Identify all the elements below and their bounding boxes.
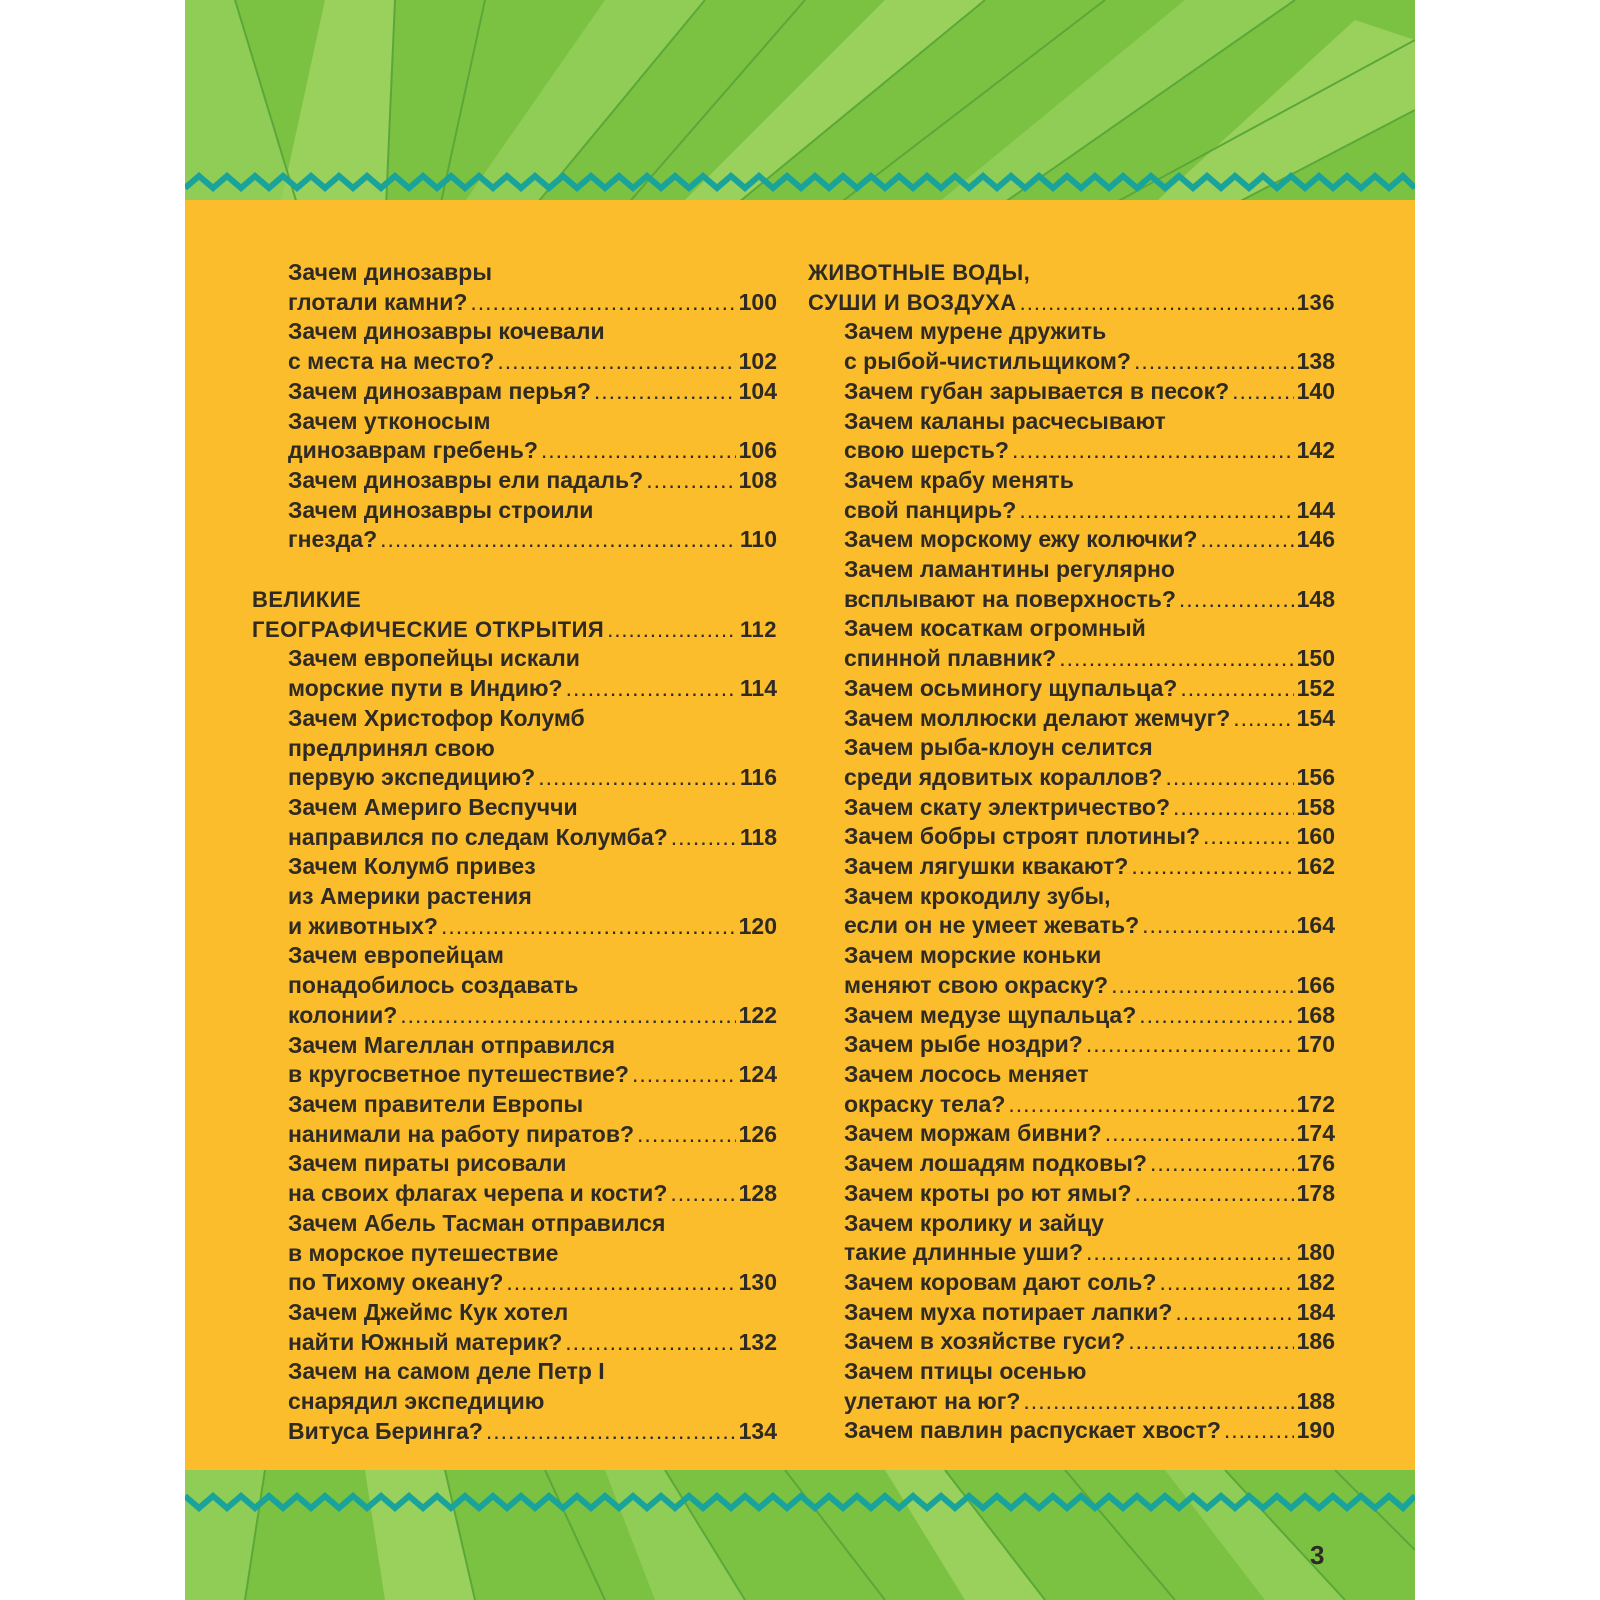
toc-entry-text: Зачем морскому ежу колючки?	[844, 526, 1198, 553]
toc-entry	[808, 1209, 1335, 1268]
dot-leader	[632, 1060, 736, 1090]
toc-entry-text: Зачем рыбе ноздри?	[844, 1031, 1083, 1058]
toc-entry-text: Зачем скату электричество?	[844, 793, 1171, 820]
dot-leader	[1134, 347, 1294, 377]
toc-page-number: 148	[1296, 585, 1335, 612]
toc-entry	[252, 258, 777, 317]
toc-entry-text: по Тихому океану?	[288, 1269, 504, 1296]
toc-entry-text: Зачем осьминогу щупальца?	[844, 674, 1178, 701]
toc-entry	[252, 1357, 777, 1446]
toc-entry-text: Зачем динозавры строили	[288, 496, 594, 523]
bottom-zigzag-border	[185, 1488, 1415, 1548]
toc-entry-text: Зачем Абель Тасман отправился	[288, 1209, 666, 1236]
toc-entry-text: Зачем рыба-клоун селится	[844, 734, 1153, 761]
toc-entry	[252, 466, 777, 496]
dot-leader	[1179, 585, 1294, 615]
toc-entry	[808, 733, 1335, 792]
toc-entry-text: Зачем динозаврам перья?	[288, 377, 591, 404]
dot-leader	[506, 1268, 735, 1298]
toc-entry	[808, 1030, 1335, 1060]
toc-page-number: 112	[740, 616, 777, 642]
toc-entry-text: в кругосветное путешествие?	[288, 1061, 629, 1088]
toc-page-number: 100	[738, 288, 777, 315]
toc-entry-text: Зачем Магеллан отправился	[288, 1031, 616, 1058]
toc-entry-text: Зачем кроты ро ют ямы?	[844, 1179, 1132, 1206]
toc-entry	[808, 377, 1335, 407]
dot-leader	[470, 288, 735, 318]
dot-leader	[1128, 1327, 1293, 1357]
toc-page-number: 150	[1296, 645, 1335, 672]
toc-entry	[808, 1327, 1335, 1357]
toc-page-number: 160	[1296, 823, 1335, 850]
toc-entry-text: Зачем муха потирает лапки?	[844, 1298, 1173, 1325]
dot-leader	[400, 1001, 735, 1031]
toc-entry-text: первую экспедицию?	[288, 764, 536, 791]
dot-leader	[380, 525, 737, 555]
toc-entry	[808, 555, 1335, 614]
toc-entry	[808, 852, 1335, 882]
toc-page-number: 158	[1296, 793, 1335, 820]
toc-page-number: 186	[1296, 1328, 1335, 1355]
toc-entry-text: свою шерсть?	[844, 437, 1009, 464]
dot-leader	[671, 823, 737, 853]
toc-page-number: 182	[1296, 1268, 1335, 1295]
dot-leader	[565, 1328, 735, 1358]
dot-leader	[441, 912, 736, 942]
dot-leader	[607, 615, 737, 645]
toc-entry-text: Зачем Колумб привез	[288, 853, 536, 880]
dot-leader	[1023, 1387, 1293, 1417]
toc-section-heading	[252, 585, 777, 644]
toc-entry	[808, 1357, 1335, 1416]
toc-entry	[808, 882, 1335, 941]
toc-page-number: 132	[738, 1328, 777, 1355]
toc-entry-text: Зачем павлин распускает хвост?	[844, 1417, 1221, 1444]
toc-entry-text: Зачем косаткам огромный	[844, 615, 1146, 642]
toc-page-number: 128	[738, 1180, 777, 1207]
toc-page-number: 156	[1296, 763, 1335, 790]
dot-leader	[1165, 763, 1293, 793]
toc-entry-text: Витуса Беринга?	[288, 1417, 483, 1444]
dot-leader	[486, 1417, 736, 1447]
toc-entry-text: динозаврам гребень?	[288, 437, 538, 464]
toc-entry	[252, 1209, 777, 1298]
toc-entry-text: Зачем крабу менять	[844, 466, 1074, 493]
dot-leader	[1086, 1030, 1294, 1060]
toc-entry-text: окраску тела?	[844, 1090, 1006, 1117]
dot-leader	[497, 347, 735, 377]
toc-entry-text: Зачем пираты рисовали	[288, 1150, 567, 1177]
toc-entry-text: Зачем Христофор Колумб	[288, 704, 585, 731]
toc-entry	[808, 466, 1335, 525]
toc-entry	[808, 1119, 1335, 1149]
toc-page-number: 114	[739, 675, 777, 702]
toc-entry-text: Зачем моржам бивни?	[844, 1120, 1102, 1147]
toc-entry-text: Зачем каланы расчесывают	[844, 407, 1166, 434]
toc-entry-text: такие длинные уши?	[844, 1239, 1083, 1266]
dot-leader	[1059, 644, 1293, 674]
dot-leader	[1135, 1179, 1294, 1209]
toc-entry-text: меняют свою окраску?	[844, 971, 1109, 998]
dot-leader	[566, 674, 737, 704]
dot-leader	[1233, 704, 1293, 734]
toc-entry	[252, 644, 777, 703]
toc-page-number: 180	[1296, 1239, 1335, 1266]
toc-entry	[808, 674, 1335, 704]
toc-page-number: 178	[1296, 1179, 1335, 1206]
toc-page-number: 134	[738, 1417, 777, 1444]
toc-entry	[808, 1001, 1335, 1031]
toc-entry-text: гнезда?	[288, 526, 378, 553]
dot-leader	[1175, 1298, 1293, 1328]
dot-leader	[1008, 1090, 1293, 1120]
dot-leader	[1111, 971, 1294, 1001]
toc-entry	[808, 793, 1335, 823]
toc-entry-text: Зачем динозавры	[288, 259, 493, 285]
toc-entry	[252, 1031, 777, 1090]
toc-page-number: 190	[1296, 1417, 1335, 1444]
toc-entry	[808, 525, 1335, 555]
toc-entry-text: Зачем европейцы искали	[288, 645, 580, 672]
dot-leader	[1173, 793, 1294, 823]
toc-entry-text: Зачем динозавры ели падаль?	[288, 466, 644, 493]
toc-entry-text: с места на место?	[288, 348, 495, 375]
toc-entry-text: Зачем утконосым	[288, 407, 491, 434]
toc-entry	[808, 1179, 1335, 1209]
dot-leader	[1105, 1119, 1294, 1149]
toc-entry	[252, 1149, 777, 1208]
toc-entry	[808, 1060, 1335, 1119]
toc-entry-text: ВЕЛИКИЕ	[252, 587, 362, 613]
toc-entry-text: свой панцирь?	[844, 496, 1017, 523]
dot-leader	[538, 763, 737, 793]
toc-entry-text: Зачем на самом деле Петр I	[288, 1358, 605, 1385]
toc-entry	[808, 941, 1335, 1000]
toc-entry-text: предлринял свою	[288, 734, 495, 761]
toc-page-number: 174	[1296, 1120, 1335, 1147]
toc-entry-text: в морское путешествие	[288, 1239, 559, 1266]
toc-entry	[808, 1416, 1335, 1446]
toc-entry	[252, 941, 777, 1030]
toc-entry-text: Зачем коровам дают соль?	[844, 1268, 1157, 1295]
toc-entry-text: колонии?	[288, 1001, 398, 1028]
dot-leader	[541, 436, 736, 466]
toc-entry	[252, 377, 777, 407]
dot-leader	[1150, 1149, 1294, 1179]
toc-entry-text: Зачем Джеймс Кук хотел	[288, 1298, 569, 1325]
toc-entry	[252, 1298, 777, 1357]
toc-entry-text: улетают на юг?	[844, 1387, 1021, 1414]
toc-entry-text: среди ядовитых кораллов?	[844, 763, 1163, 790]
toc-page-number: 116	[739, 764, 777, 791]
toc-entry	[808, 407, 1335, 466]
page-number: 3	[1310, 1540, 1325, 1570]
toc-page-number: 188	[1296, 1387, 1335, 1414]
toc-entry-text: снарядил экспедицию	[288, 1388, 545, 1415]
toc-entry	[252, 407, 777, 466]
toc-entry	[252, 704, 777, 793]
toc-entry	[808, 1298, 1335, 1328]
toc-entry-text: Зачем бобры строят плотины?	[844, 823, 1201, 850]
toc-entry-text: Зачем правители Европы	[288, 1090, 584, 1117]
toc-entry-text: Зачем кролику и зайцу	[844, 1209, 1104, 1236]
dot-leader	[1086, 1238, 1294, 1268]
toc-page-number: 142	[1296, 437, 1335, 464]
dot-leader	[1232, 377, 1293, 407]
toc-entry-text: если он не умеет жевать?	[844, 912, 1140, 939]
toc-page-number: 124	[738, 1061, 777, 1088]
toc-page-number: 146	[1296, 526, 1335, 553]
toc-right-column	[808, 258, 1335, 1446]
toc-entry-text: Зачем в хозяйстве гуси?	[844, 1328, 1126, 1355]
toc-page-number: 172	[1296, 1090, 1335, 1117]
toc-entry-text: Зачем европейцам	[288, 942, 504, 969]
toc-entry-text: Зачем морские коньки	[844, 942, 1102, 969]
toc-entry-text: Зачем птицы осенью	[844, 1358, 1087, 1385]
toc-entry-text: глотали камни?	[288, 288, 468, 315]
toc-entry	[808, 614, 1335, 673]
toc-page-number: 166	[1296, 971, 1335, 998]
toc-entry	[252, 317, 777, 376]
toc-entry-text: спинной плавник?	[844, 645, 1057, 672]
toc-entry-text: найти Южный материк?	[288, 1328, 563, 1355]
toc-entry	[252, 496, 777, 555]
toc-entry-text: из Америки растения	[288, 883, 532, 910]
toc-section-heading	[808, 258, 1335, 317]
toc-page-number: 126	[738, 1120, 777, 1147]
dot-leader	[1142, 911, 1293, 941]
dot-leader	[1019, 496, 1293, 526]
toc-entry-text: Зачем лягушки квакают?	[844, 853, 1129, 880]
toc-entry-text: Зачем медузе щупальца?	[844, 1001, 1137, 1028]
toc-entry-text: Зачем лосось меняет	[844, 1060, 1089, 1087]
dot-leader	[1200, 525, 1293, 555]
toc-page-number: 120	[738, 912, 777, 939]
toc-entry-text: Зачем Америго Веспуччи	[288, 793, 578, 820]
dot-leader	[1203, 822, 1294, 852]
dot-leader	[1180, 674, 1293, 704]
toc-entry-text: Зачем динозавры кочевали	[288, 318, 605, 345]
toc-page-number: 154	[1296, 704, 1335, 731]
toc-page-number: 110	[739, 526, 777, 553]
toc-entry-text: Зачем моллюски делают жемчуг?	[844, 704, 1231, 731]
toc-left-column	[252, 258, 777, 1446]
toc-entry	[808, 822, 1335, 852]
toc-page-number: 168	[1296, 1001, 1335, 1028]
section-gap	[252, 555, 777, 585]
toc-page-number: 102	[738, 348, 777, 375]
toc-entry-text: нанимали на работу пиратов?	[288, 1120, 635, 1147]
toc-page-number: 152	[1296, 674, 1335, 701]
toc-entry	[808, 704, 1335, 734]
toc-entry	[808, 1149, 1335, 1179]
toc-entry	[808, 1268, 1335, 1298]
toc-entry-text: и животных?	[288, 912, 438, 939]
dot-leader	[1159, 1268, 1293, 1298]
toc-entry-text: понадобилось создавать	[288, 972, 579, 999]
toc-entry-text: Зачем крокодилу зубы,	[844, 882, 1111, 909]
toc-page-number: 184	[1296, 1298, 1335, 1325]
toc-page-number: 176	[1296, 1150, 1335, 1177]
dot-leader	[1139, 1001, 1293, 1031]
dot-leader	[594, 377, 736, 407]
dot-leader	[1012, 436, 1294, 466]
toc-entry-text: Зачем ламантины регулярно	[844, 556, 1175, 583]
toc-entry-text: Зачем мурене дружить	[844, 318, 1107, 345]
dot-leader	[637, 1120, 736, 1150]
toc-entry-text: с рыбой-чистильщиком?	[844, 348, 1131, 375]
dot-leader	[1020, 288, 1294, 318]
toc-page-number: 130	[738, 1269, 777, 1296]
dot-leader	[1131, 852, 1293, 882]
toc-page-number: 138	[1296, 348, 1335, 375]
toc-page-number: 118	[739, 823, 777, 850]
toc-entry-text: Зачем губан зарывается в песок?	[844, 377, 1230, 404]
toc-page-number: 162	[1296, 853, 1335, 880]
toc-entry-text: морские пути в Индию?	[288, 675, 563, 702]
toc-entry	[252, 793, 777, 852]
toc-page-number: 122	[738, 1001, 777, 1028]
toc-page-number: 170	[1296, 1031, 1335, 1058]
toc-entry-text: ЖИВОТНЫЕ ВОДЫ,	[808, 260, 1031, 285]
toc-page-number: 164	[1296, 912, 1335, 939]
toc-page-number: 140	[1296, 377, 1335, 404]
dot-leader	[670, 1179, 735, 1209]
toc-page-number: 108	[738, 466, 777, 493]
toc-page-number: 136	[1296, 289, 1335, 315]
dot-leader	[646, 466, 735, 496]
toc-page-number: 144	[1296, 496, 1335, 523]
toc-entry-text: СУШИ И ВОЗДУХА	[808, 289, 1017, 315]
toc-entry-text: всплывают на поверхность?	[844, 585, 1176, 612]
toc-entry-text: на своих флагах черепа и кости?	[288, 1180, 668, 1207]
toc-entry	[252, 1090, 777, 1149]
toc-entry	[808, 317, 1335, 376]
toc-entry	[252, 852, 777, 941]
dot-leader	[1224, 1416, 1294, 1446]
toc-entry-text: Зачем лошадям подковы?	[844, 1150, 1147, 1177]
toc-entry-text: направился по следам Колумба?	[288, 823, 668, 850]
toc-page-number: 106	[738, 437, 777, 464]
toc-page-number: 104	[738, 377, 777, 404]
toc-entry-text: ГЕОГРАФИЧЕСКИЕ ОТКРЫТИЯ	[252, 616, 605, 642]
